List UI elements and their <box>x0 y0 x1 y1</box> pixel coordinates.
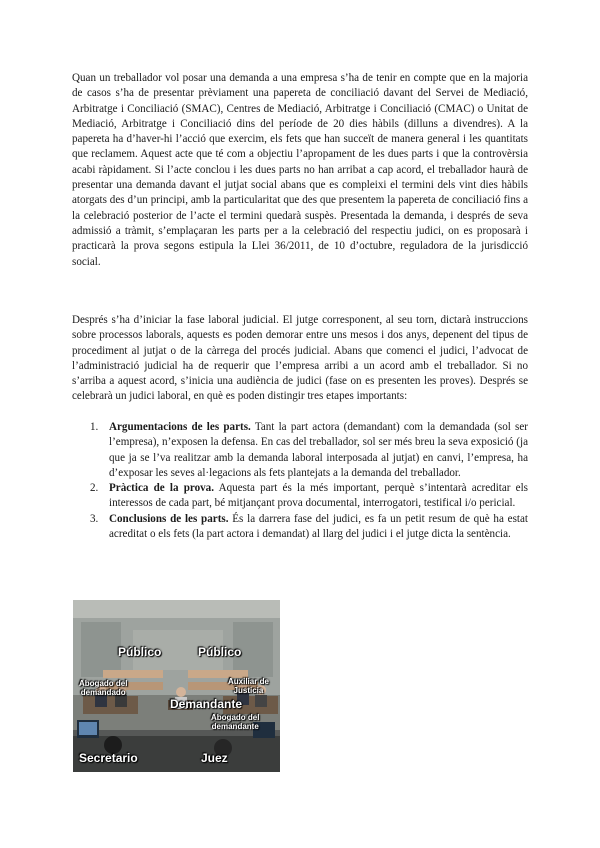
label-abogado-demandante: Abogado del demandante <box>211 713 260 731</box>
label-auxiliar-justicia: Auxiliar de Justicia <box>228 677 269 695</box>
list-item-text: Tant la part actora (demandant) com la demandada (sol ser l’empresa), n’exposen la defensa. En cas del treballador, sol ser més breu la seva exposició (ja que ja se l’va realitzar amb la demanda laboral interposada al jutjat) en canvi, l’empresa, ha d’exposar les seves al·legacions als fets plantejats a la demanda del treballador. <box>109 421 528 479</box>
list-item-text: Aquesta part és la més important, perquè s’intentarà acreditar els interessos de cada part, bé mitjançant prova documental, interrogatori, testifical i/o pericial. <box>109 482 528 510</box>
list-item-title: Pràctica de la prova. <box>109 482 215 495</box>
list-item <box>72 481 528 512</box>
list-item-text: És la darrera fase del judici, es fa un petit resum de què ha estat acreditat o els fets (la part actora i demandat) al llarg del judici i el jutge dicta la sentència. <box>109 512 528 541</box>
list-item-title: Conclusions de les parts. <box>109 512 229 525</box>
list-item <box>72 512 528 543</box>
list-item <box>72 420 528 481</box>
judicial-stages-list <box>72 420 528 542</box>
label-abogado-demandado: Abogado del demandado <box>79 679 128 697</box>
courtroom-photo <box>73 600 280 772</box>
list-number: 3. <box>90 512 99 525</box>
list-number: 1. <box>90 421 99 433</box>
paragraph-conciliacio: Quan un treballador vol posar una demanda a una empresa s’ha de tenir en compte que en la majoria de casos s’ha de presentar prèviament una papereta de conciliació davant del Servei de Mediació, Arbitratge i Conciliació (SMAC), Centres de Mediació, Arbitratge i Conciliació (CMAC) o Unitat de Mediació, Arbitratge i Conciliació dins del període de 20 dies hàbils (dilluns a divendres). A la papereta ha d’haver-hi l’acció que exercim, els fets que han succeït de manera general i les quantitats que reclamem. Aquest acte que té com a objectiu l’apropament de les dues parts i que la controvèrsia acabi ràpidament. Si l’acte conclou i les dues parts no han arribat a cap acord, el treballador haurà de presentar una demanda davant el jutjat social abans que es compleixi el termini dels vint dies hàbils atorgats des d’un principi, amb la particularitat que des que presentem la papereta de conciliació fins a la celebració posterior de l’acte el termini quedarà suspès. Presentada la demanda, i després de seva admissió a tràmit, s’emplaçaran les parts per a la celebració del respectiu judici, on es proposarà i practicarà la prova segons estipula la Llei 36/2011, de 10 d’octubre, reguladora de la jurisdicció social. <box>72 72 528 268</box>
label-juez: Juez <box>201 751 228 765</box>
label-publico-left: Público <box>118 645 162 659</box>
paragraph-fase-judicial: Després s’ha d’iniciar la fase laboral judicial. El jutge corresponent, al seu torn, dictarà instruccions sobre processos laborals, aquests es poden demorar entre uns mesos i dos anys, depenent del tipus de procediment al jutjat o de la càrrega del procés judicial. Abans que comenci el judici, l’advocat de l’administració judicial ha de requerir que l’empresa arribi a un acord amb el treballador. Si no s’arriba a aquest acord, s’inicia una audiència de judici (fase on es presenten les proves). Després se celebrarà un judici laboral, en què es poden distingir tres etapes importants: <box>72 314 528 403</box>
label-demandante: Demandante <box>170 697 243 711</box>
list-item-title: Argumentacions de les parts. <box>109 421 251 433</box>
label-publico-right: Público <box>198 645 242 659</box>
label-secretario: Secretario <box>79 751 138 765</box>
list-number: 2. <box>90 482 99 495</box>
